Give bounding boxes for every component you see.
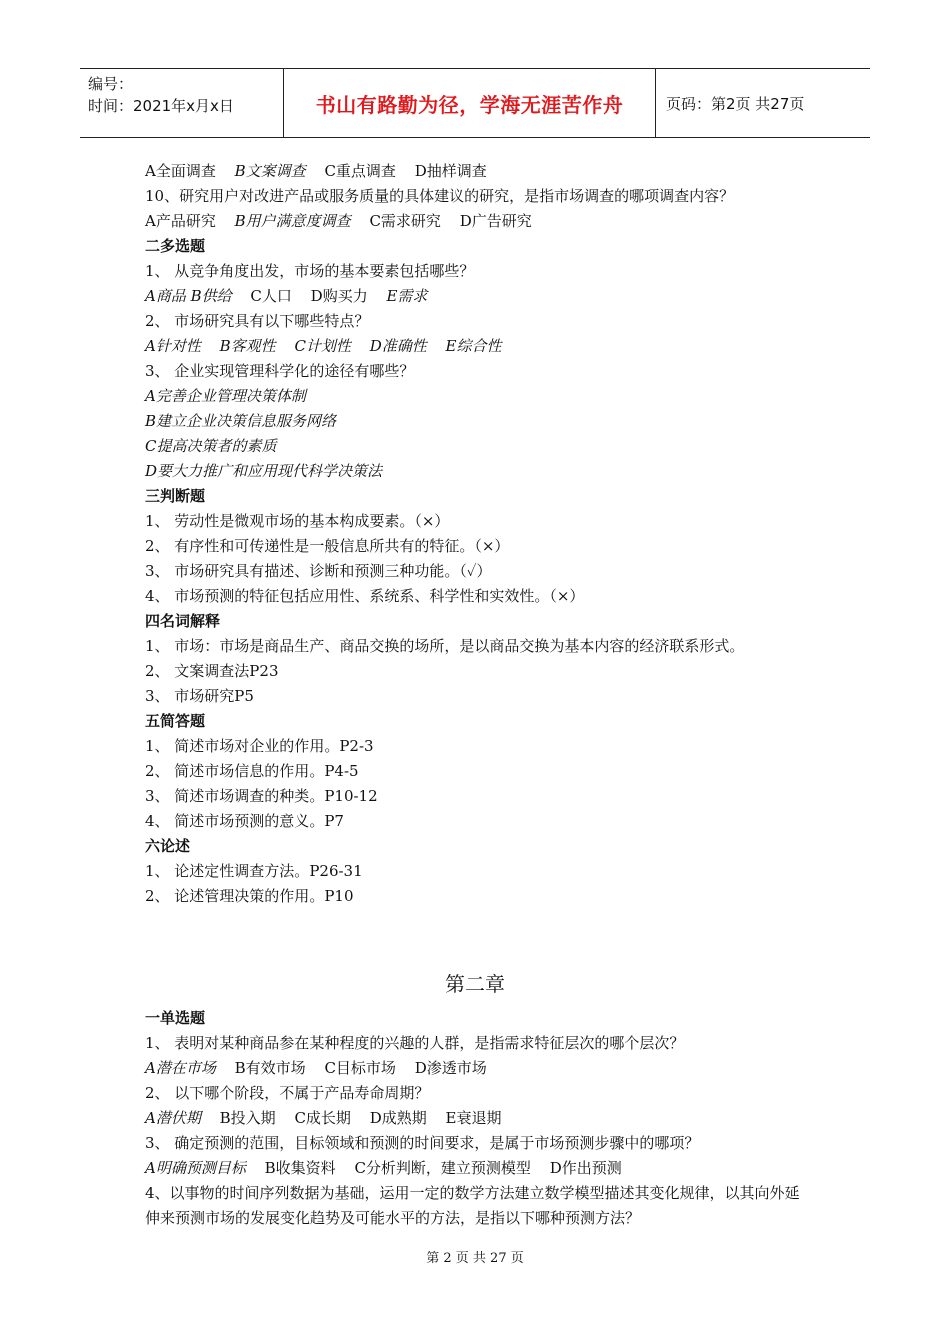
answer-line: B建立企业决策信息服务网络 — [145, 412, 337, 430]
chapter-title: 第二章 — [445, 972, 505, 996]
q2-options — [145, 1106, 825, 1131]
number-label: 编号： — [88, 75, 134, 93]
question: 4、以事物的时间序列数据为基础，运用一定的数学方法建立数学模型描述其变化规律，以其向外延伸来预测市场的发展变化趋势及可能水平的方法，是指以下哪种预测方法？ — [145, 1184, 800, 1227]
term-item: 3、 市场研究P5 — [145, 687, 254, 705]
option: C人口 — [250, 287, 292, 305]
option: B客观性 — [219, 337, 276, 355]
chapter-one-content — [145, 159, 825, 909]
option: E衰退期 — [445, 1109, 502, 1127]
option: D购买力 — [310, 287, 368, 305]
page-footer: 第 2 页 共 27 页 — [426, 1251, 524, 1266]
option: A潜伏期 — [145, 1109, 201, 1127]
q9-options — [145, 159, 825, 184]
section-heading: 一单选题 — [145, 1009, 206, 1027]
judgment-item: 3、 市场研究具有描述、诊断和预测三种功能。（✓） — [145, 562, 492, 580]
option: A商品 B供给 — [145, 287, 232, 305]
option: B收集资料 — [264, 1159, 336, 1177]
section-heading: 四名词解释 — [145, 612, 221, 630]
option: D成熟期 — [369, 1109, 427, 1127]
term-item: 2、 文案调查法P23 — [145, 662, 279, 680]
motto: 书山有路勤为径，学海无涯苦作舟 — [315, 92, 624, 117]
option: A全面调查 — [145, 162, 216, 180]
option: C目标市场 — [324, 1059, 396, 1077]
section-heading: 五简答题 — [145, 712, 206, 730]
short-answer-item: 3、 简述市场调查的种类。P10-12 — [145, 787, 378, 805]
page-number-label: 页码：第2页 共27页 — [666, 94, 805, 113]
option: C成长期 — [294, 1109, 351, 1127]
option: B文案调查 — [234, 162, 306, 180]
time-label: 时间：2021年x月x日 — [88, 97, 234, 115]
m1-options — [145, 284, 825, 309]
option: B用户满意度调查 — [234, 212, 351, 230]
option: A产品研究 — [145, 212, 216, 230]
essay-item: 2、 论述管理决策的作用。P10 — [145, 887, 354, 905]
section-heading: 六论述 — [145, 837, 191, 855]
option: B有效市场 — [234, 1059, 306, 1077]
section-heading: 二多选题 — [145, 237, 206, 255]
option: D准确性 — [369, 337, 427, 355]
option: E综合性 — [445, 337, 502, 355]
option: C分析判断，建立预测模型 — [354, 1159, 531, 1177]
question: 2、 以下哪个阶段，不属于产品寿命周期？ — [145, 1084, 430, 1102]
judgment-item: 2、 有序性和可传递性是一般信息所共有的特征。（×） — [145, 537, 510, 555]
question: 1、 从竞争角度出发，市场的基本要素包括哪些？ — [145, 262, 475, 280]
option: D广告研究 — [459, 212, 532, 230]
option: C计划性 — [294, 337, 351, 355]
m2-options — [145, 334, 825, 359]
question: 2、 市场研究具有以下哪些特点？ — [145, 312, 370, 330]
option: B投入期 — [219, 1109, 276, 1127]
option: C需求研究 — [369, 212, 441, 230]
term-item: 1、 市场：市场是商品生产、商品交换的场所，是以商品交换为基本内容的经济联系形式。 — [145, 637, 745, 655]
short-answer-item: 4、 简述市场预测的意义。P7 — [145, 812, 344, 830]
question: 1、 表明对某种商品参在某种程度的兴趣的人群，是指需求特征层次的哪个层次？ — [145, 1034, 685, 1052]
chapter-two-content — [145, 1006, 825, 1231]
question: 3、 确定预测的范围，目标领域和预测的时间要求，是属于市场预测步骤中的哪项？ — [145, 1134, 700, 1152]
option: D作出预测 — [549, 1159, 622, 1177]
question: 3、 企业实现管理科学化的途径有哪些？ — [145, 362, 415, 380]
option: A针对性 — [145, 337, 201, 355]
section-heading: 三判断题 — [145, 487, 206, 505]
header-meta — [80, 69, 283, 137]
answer-line: C提高决策者的素质 — [145, 437, 277, 455]
option: D抽样调查 — [414, 162, 487, 180]
answer-line: A完善企业管理决策体制 — [145, 387, 306, 405]
short-answer-item: 2、 简述市场信息的作用。P4-5 — [145, 762, 359, 780]
question: 10、研究用户对改进产品或服务质量的具体建议的研究，是指市场调查的哪项调查内容？ — [145, 187, 735, 205]
judgment-item: 1、 劳动性是微观市场的基本构成要素。（×） — [145, 512, 450, 530]
option: C重点调查 — [324, 162, 396, 180]
option: D渗透市场 — [414, 1059, 487, 1077]
header-motto-cell — [283, 69, 656, 137]
q1-options — [145, 1056, 825, 1081]
page-header — [80, 68, 870, 138]
short-answer-item: 1、 简述市场对企业的作用。P2-3 — [145, 737, 374, 755]
q3-options — [145, 1156, 825, 1181]
q10-options — [145, 209, 825, 234]
judgment-item: 4、 市场预测的特征包括应用性、系统系、科学性和实效性。（×） — [145, 587, 585, 605]
essay-item: 1、 论述定性调查方法。P26-31 — [145, 862, 363, 880]
option: E需求 — [386, 287, 428, 305]
answer-line: D要大力推广和应用现代科学决策法 — [145, 462, 383, 480]
option: A潜在市场 — [145, 1059, 216, 1077]
option: A明确预测目标 — [145, 1159, 246, 1177]
